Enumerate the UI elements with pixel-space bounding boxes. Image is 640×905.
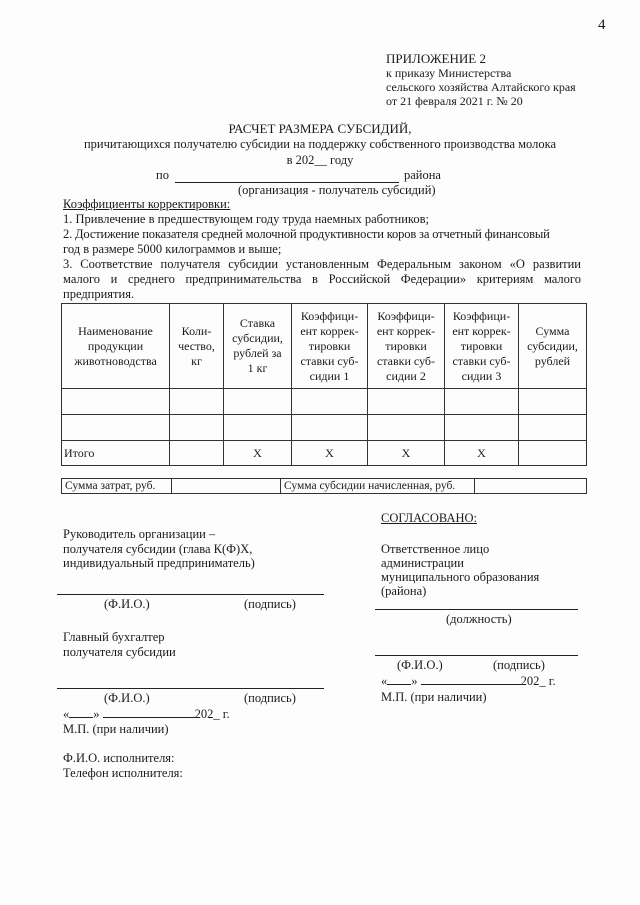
- table-cell: [224, 415, 292, 441]
- table-cell: [170, 441, 224, 466]
- agreed-title: СОГЛАСОВАНО:: [381, 511, 478, 525]
- head-line: индивидуальный предприниматель): [63, 556, 255, 570]
- column-header: Коэффици- ент коррек- тировки ставки суб- сидии 2: [368, 304, 445, 389]
- table-cell: [519, 389, 587, 415]
- sums-row: [62, 479, 587, 494]
- fio-caption: (Ф.И.О.): [104, 691, 150, 705]
- table-row: [62, 389, 587, 415]
- table-cell: [519, 441, 587, 466]
- appendix-line: сельского хозяйства Алтайского края: [386, 80, 576, 94]
- table-total-row: [62, 441, 587, 466]
- coefficients-title: Коэффициенты корректировки:: [63, 197, 231, 211]
- document-title: РАСЧЕТ РАЗМЕРА СУБСИДИЙ,: [228, 121, 412, 136]
- accountant-line: Главный бухгалтер: [63, 630, 165, 644]
- appendix-line: от 21 февраля 2021 г. № 20: [386, 94, 523, 108]
- document-subtitle: причитающихся получателю субсидии на поддержку собственного производства молока: [83, 137, 557, 151]
- page-number: 4: [598, 17, 606, 33]
- head-line: Руководитель организации –: [63, 527, 216, 541]
- column-header: Коэффици- ент коррек- тировки ставки суб- сидии 1: [292, 304, 368, 389]
- accrued-value: [475, 479, 587, 494]
- signature-line: [375, 655, 578, 656]
- table-cell: [170, 389, 224, 415]
- accountant-line: получателя субсидии: [63, 645, 176, 659]
- approver-line: (района): [381, 584, 427, 598]
- table-cell: Х: [224, 441, 292, 466]
- appendix-title: ПРИЛОЖЕНИЕ 2: [386, 51, 486, 66]
- column-header: Наименование продукции животноводства: [62, 304, 170, 389]
- stamp-note: М.П. (при наличии): [63, 722, 169, 736]
- executor-name-label: Ф.И.О. исполнителя:: [63, 751, 175, 765]
- table-cell: [519, 415, 587, 441]
- costs-value: [172, 479, 281, 494]
- signature-line: [57, 594, 324, 595]
- signature-caption: (подпись): [244, 691, 296, 705]
- date-field: « » 202_ г.: [381, 674, 556, 688]
- table-cell: Х: [368, 441, 445, 466]
- costs-label: Сумма затрат, руб.: [62, 479, 172, 494]
- coefficient-item: год в размере 5000 килограммов и выше;: [63, 242, 282, 256]
- table-cell: [445, 389, 519, 415]
- head-line: получателя субсидии (глава К(Ф)Х,: [63, 542, 253, 556]
- signature-caption: (подпись): [244, 597, 296, 611]
- table-cell: [62, 415, 170, 441]
- table-cell: [292, 415, 368, 441]
- column-header: Ставка субсидии, рублей за 1 кг: [224, 304, 292, 389]
- stamp-note: М.П. (при наличии): [381, 690, 487, 704]
- table-cell: [62, 389, 170, 415]
- table-cell: [368, 415, 445, 441]
- year-line: в 202__ году: [286, 153, 354, 167]
- table-cell: [292, 389, 368, 415]
- appendix-line: к приказу Министерства: [386, 66, 512, 80]
- sums-table: [61, 478, 587, 494]
- column-header: Коэффици- ент коррек- тировки ставки суб- сидии 3: [445, 304, 519, 389]
- organization-caption: (организация - получатель субсидий): [238, 183, 436, 197]
- approver-line: муниципального образования: [381, 570, 540, 584]
- coefficient-item: 1. Привлечение в предшествующем году труда наемных работников;: [63, 212, 429, 226]
- district-label: района: [404, 168, 441, 182]
- table-cell: [224, 389, 292, 415]
- total-label: Итого: [62, 441, 170, 466]
- column-header: Сумма субсидии, рублей: [519, 304, 587, 389]
- fio-caption: (Ф.И.О.): [397, 658, 443, 672]
- coefficient-item: предприятия.: [63, 287, 135, 301]
- table-cell: Х: [445, 441, 519, 466]
- approver-line: администрации: [381, 556, 464, 570]
- table-cell: [445, 415, 519, 441]
- position-line: [375, 609, 578, 610]
- fio-caption: (Ф.И.О.): [104, 597, 150, 611]
- approver-line: Ответственное лицо: [381, 542, 490, 556]
- table-cell: Х: [292, 441, 368, 466]
- signature-caption: (подпись): [493, 658, 545, 672]
- coefficient-item: 3. Соответствие получателя субсидии установленным Федеральным законом «О развитии: [63, 257, 581, 271]
- table-header-row: [62, 304, 587, 389]
- position-caption: (должность): [446, 612, 512, 626]
- table-cell: [170, 415, 224, 441]
- coefficient-item: малого и среднего предпринимательства в Российской Федерации» критериям малого: [63, 272, 581, 286]
- subsidy-table: [61, 303, 587, 466]
- column-header: Коли- чество, кг: [170, 304, 224, 389]
- signature-line: [57, 688, 324, 689]
- accrued-label: Сумма субсидии начисленная, руб.: [281, 479, 475, 494]
- table-row: [62, 415, 587, 441]
- coefficient-item: 2. Достижение показателя средней молочной продуктивности коров за отчетный финансовый: [63, 227, 550, 241]
- table-cell: [368, 389, 445, 415]
- date-field: « » 202_ г.: [63, 707, 230, 721]
- executor-phone-label: Телефон исполнителя:: [63, 766, 183, 780]
- by-label: по: [156, 168, 169, 182]
